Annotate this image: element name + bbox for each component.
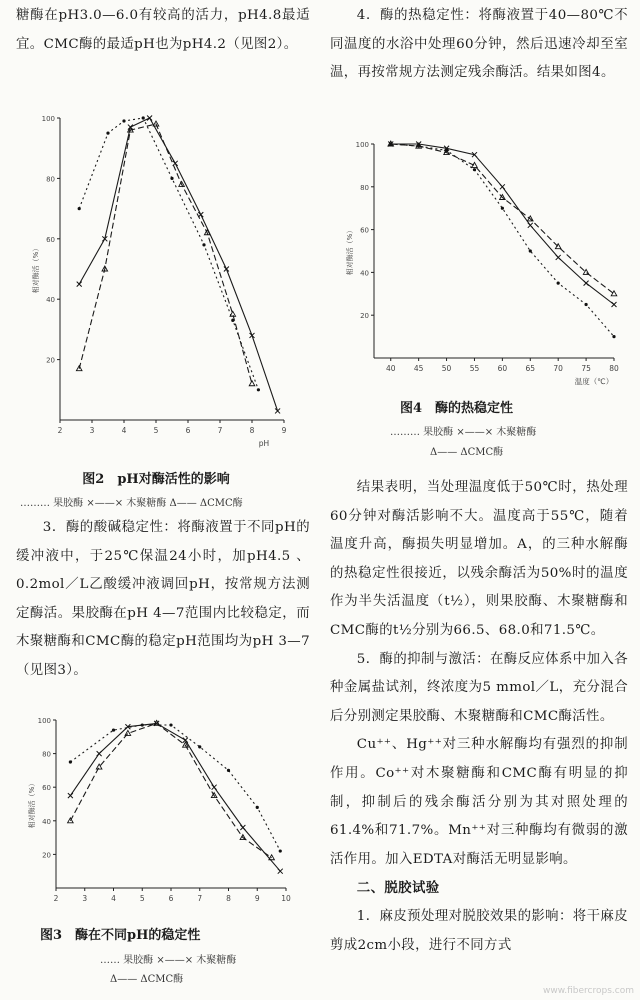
x-tick-label: 60 [497,364,508,373]
data-point [147,116,152,121]
y-tick-label: 40 [360,269,369,278]
y-tick-label: 40 [46,296,55,305]
x-tick-label: 7 [217,426,223,435]
y-axis-label: 相对酶活（%） [28,779,36,829]
x-tick-label: 5 [153,426,159,435]
data-point [169,723,172,726]
data-point [106,132,109,135]
data-point [125,730,131,735]
data-point [279,849,282,852]
x-tick-label: 8 [249,426,255,435]
paragraph: 5．酶的抑制与激活：在酶反应体系中加入各种金属盐试剂，终浓度为5 mmol／L，充分混合后分别测定果胶酶、木聚糖酶和CMC酶活性。 [330,651,628,724]
paragraph: Cu⁺⁺、Hg⁺⁺对三种水解酶均有强烈的抑制作用。Co⁺⁺对木聚糖酶和CMC酶有明显的抑制，抑制后的残余酶活分别为其对照处理的61.4%和71.7%。Mn⁺⁺对三种酶均有微弱的激活作用。加入EDTA对酶活无明显影响。 [330,737,628,867]
data-point [69,760,72,763]
x-axis-label: pH [258,439,270,448]
y-tick-label: 60 [42,784,51,793]
y-tick-label: 60 [46,235,55,244]
x-tick-label: 70 [553,364,563,373]
x-tick-label: 10 [281,894,291,903]
y-tick-label: 80 [42,750,51,759]
figure-3-caption: 图3 酶在不同pH的稳定性 [40,928,201,943]
data-point [202,243,205,246]
x-tick-label: 5 [139,894,145,903]
x-tick-label: 4 [121,426,127,435]
data-point [198,745,201,748]
paragraph: 结果表明，当处理温度低于50℃时，热处理60分钟对酶活影响不大。温度高于55℃，随着温度升高，酶损失明显增加。A，的三种水解酶的热稳定性很接近，以残余酶活为50%时的温度作为半失活温度（t½），则果胶酶、木聚糖酶和CMC酶的t½分别为66.5、68.0和71.5℃。 [330,480,628,638]
data-point [77,282,82,287]
data-point [529,249,532,252]
y-tick-label: 60 [360,226,369,235]
data-point [500,184,505,189]
data-point [528,223,533,228]
paragraph: 1．麻皮预处理对脱胶效果的影响：将干麻皮剪成2cm小段，进行不同方式 [330,908,628,953]
figure-3-legend: …… 果胶酶 ×——× 木聚糖酶 [100,955,237,966]
y-tick-label: 100 [37,717,51,725]
data-point [142,116,145,119]
data-point [257,388,260,391]
data-point [224,267,229,272]
data-point [556,255,561,260]
figure-4-caption: 图4 酶的热稳定性 [400,401,514,416]
data-point [256,806,259,809]
watermark: www.fibercrops.com [543,986,634,996]
y-axis-label: 相对酶活（%） [32,244,40,294]
section-heading: 二、脱胶试验 [356,880,440,897]
series-line [391,144,614,294]
left-mid-text [16,514,310,686]
x-tick-label: 8 [226,894,231,903]
series-line [70,725,280,851]
data-point [112,728,115,731]
data-point [612,302,617,307]
paragraph: 糖酶在pH3.0—6.0有较高的活力，pH4.8最适宜。CMC酶的最适pH也为pH4.2（见图2）。 [16,8,310,52]
x-tick-label: 50 [441,364,452,373]
y-axis-label: 相对酶活（%） [346,226,354,276]
y-tick-label: 80 [360,183,369,192]
figure-3 [12,708,298,922]
right-top-text [330,2,628,88]
series-line [391,144,614,337]
data-point [212,785,217,790]
data-point [122,119,125,122]
data-point [249,381,255,386]
data-point [68,793,73,798]
x-tick-label: 3 [89,426,95,435]
data-point [584,281,589,286]
x-tick-label: 2 [53,894,59,903]
figure-4-legend-cmc: Δ—— ΔCMC酶 [430,447,504,458]
y-tick-label: 20 [360,312,369,321]
figure-2-legend: ……… 果胶酶 ×——× 木聚糖酶 Δ—— ΔCMC酶 [20,498,243,509]
data-point [170,177,173,180]
x-axis-label: 温度（℃） [574,377,614,386]
y-tick-label: 80 [46,175,55,184]
figure-2 [12,104,298,458]
y-tick-label: 100 [355,141,369,149]
data-point [584,303,587,306]
data-point [227,769,230,772]
x-tick-label: 45 [413,364,424,373]
figure-4 [332,130,624,396]
x-tick-label: 80 [609,364,619,373]
figure-3-chart [12,708,298,918]
data-point [557,282,560,285]
data-point [278,869,283,874]
paragraph: 4．酶的热稳定性：将酶液置于40—80℃不同温度的水浴中处理60分钟，然后迅速冷却至室温，再按常规方法测定残余酶活。结果如图4。 [330,8,628,81]
left-top-text [16,2,310,59]
series-line [70,723,280,871]
y-tick-label: 20 [42,851,51,860]
y-tick-label: 40 [42,817,51,826]
figure-3-legend-cmc: Δ—— ΔCMC酶 [110,974,184,985]
x-tick-label: 9 [281,426,287,435]
paragraph: 3．酶的酸碱稳定性：将酶液置于不同pH的缓冲液中，于25℃保温24小时，加pH4.5 、0.2mol／L乙酸缓冲液调回pH，按常规方法测定酶活。果胶酶在pH 4—7范围内比较稳定，而木聚糖酶和CMC酶的稳定pH范围均为pH 3—7（见图3）。 [16,520,310,678]
data-point [612,335,615,338]
data-point [78,207,81,210]
data-point [501,207,504,210]
data-point [473,168,476,171]
x-tick-label: 6 [168,894,174,903]
data-point [611,291,617,296]
x-tick-label: 6 [185,426,191,435]
y-tick-label: 100 [41,115,55,123]
figure-2-chart [12,104,298,454]
x-tick-label: 40 [385,364,396,373]
x-tick-label: 9 [254,894,260,903]
y-tick-label: 20 [46,356,55,365]
data-point [97,751,102,756]
x-tick-label: 7 [197,894,203,903]
x-tick-label: 4 [111,894,116,903]
x-tick-label: 55 [469,364,480,373]
series-line [391,144,614,305]
figure-4-chart [332,130,624,392]
x-tick-label: 3 [82,894,88,903]
series-line [79,118,258,390]
figure-4-legend: ……… 果胶酶 ×——× 木聚糖酶 [390,427,537,438]
x-tick-label: 2 [57,426,63,435]
series-line [79,124,252,384]
right-bottom-text [330,474,628,960]
x-tick-label: 65 [525,364,536,373]
data-point [250,333,255,338]
x-tick-label: 75 [581,364,591,373]
figure-2-caption: 图2 pH对酶活性的影响 [82,472,230,487]
data-point [240,825,245,830]
